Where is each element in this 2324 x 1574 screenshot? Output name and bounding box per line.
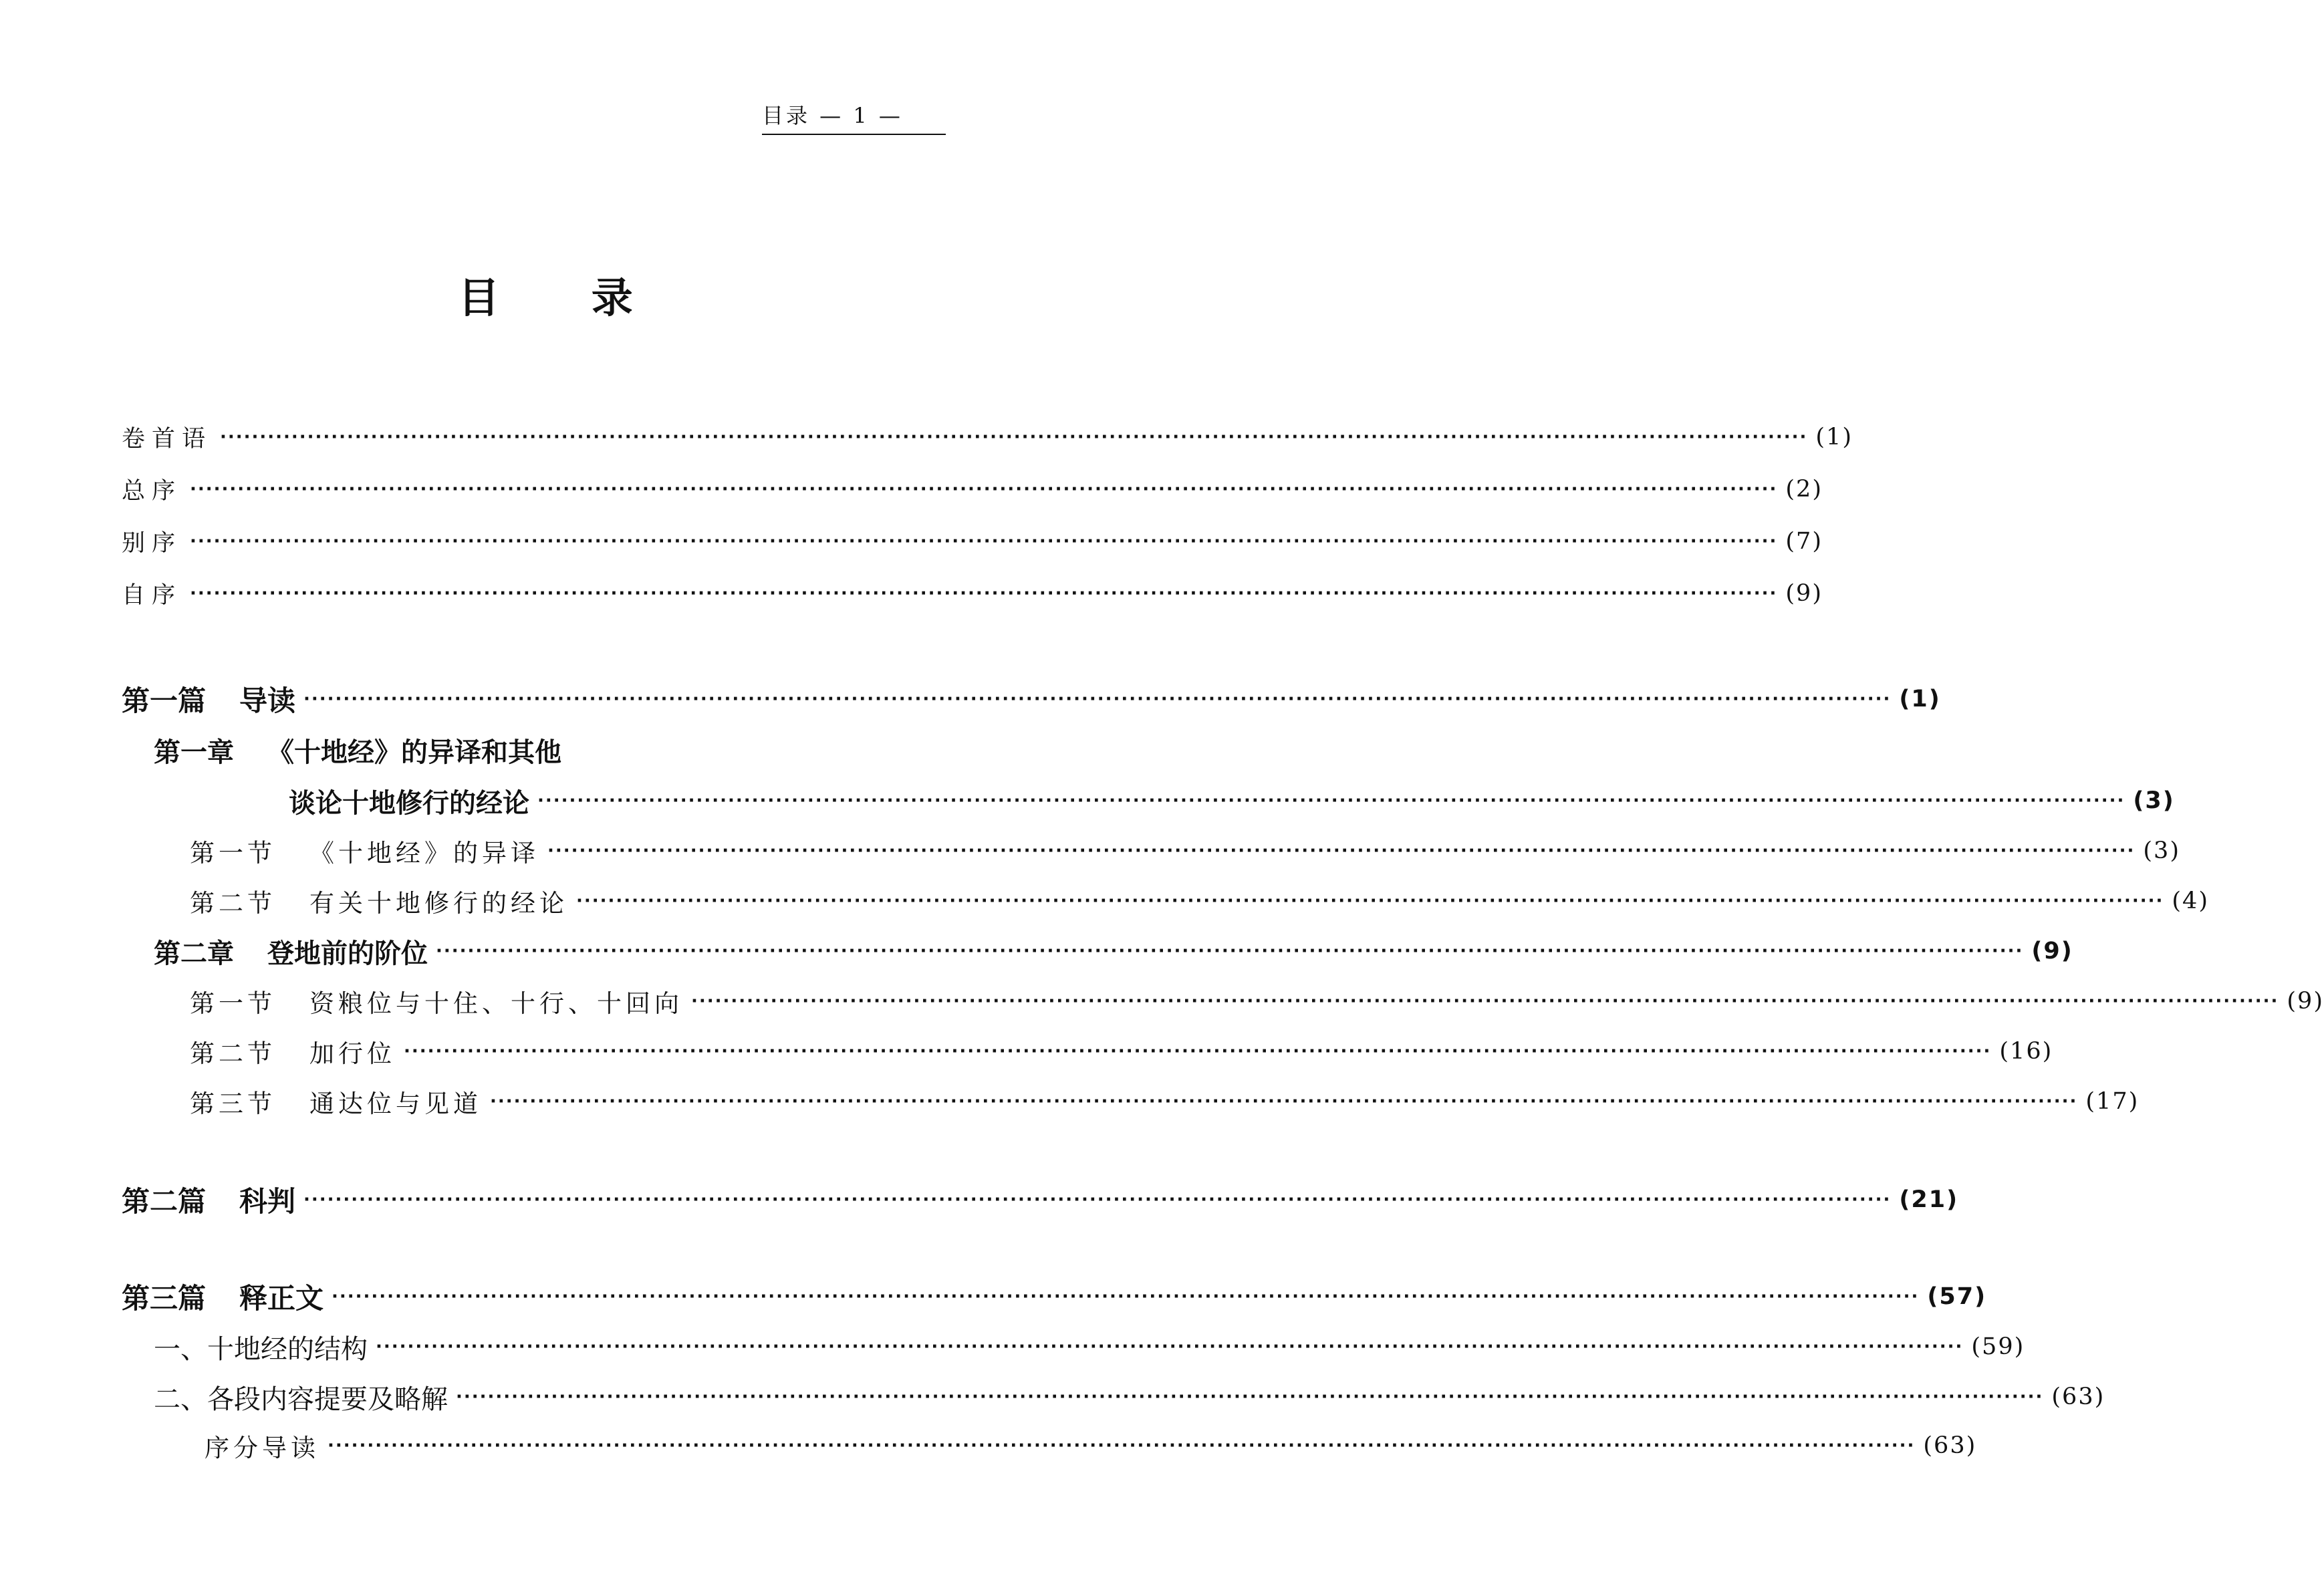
section-number: 第一节 <box>190 989 276 1018</box>
section-name: 《十地经》的异译 <box>309 839 539 868</box>
chapter-name: 《十地经》的异译和其他 <box>267 737 561 768</box>
toc-entry-page: (9) <box>2287 988 2324 1015</box>
toc-entry-section[interactable] <box>190 1081 2140 1122</box>
part-number: 第一篇 <box>122 684 207 717</box>
toc-entry-page: (3) <box>2133 787 2175 814</box>
toc-entry-subheading[interactable] <box>154 1327 2025 1367</box>
toc-entry-section[interactable] <box>205 1426 1977 1466</box>
section-number: 第二节 <box>190 889 276 918</box>
toc-entry-label: 序分导读 <box>205 1434 319 1462</box>
section-name: 通达位与见道 <box>309 1089 482 1118</box>
leader-dots: ········································································································································································································ <box>456 1387 2044 1407</box>
section-name: 加行位 <box>309 1039 396 1068</box>
toc-entry-subheading[interactable] <box>154 1377 2105 1417</box>
toc-entry-page: (4) <box>2172 888 2209 914</box>
toc-entry-section[interactable] <box>190 881 2209 921</box>
toc-entry-label: 卷首语 <box>122 426 213 452</box>
toc-entry-label: 二、各段内容提要及略解 <box>154 1384 448 1415</box>
leader-dots: ········································································································································································································ <box>576 891 2164 911</box>
leader-dots: ········································································································································································································ <box>537 791 2125 811</box>
section-name: 有关十地修行的经论 <box>309 889 568 918</box>
section-number: 第三节 <box>190 1089 276 1118</box>
leader-dots: ········································································································································································································ <box>220 427 1808 447</box>
leader-dots: ········································································································································································································ <box>303 689 1892 709</box>
leader-dots: ········································································································································································································ <box>691 991 2279 1011</box>
toc-entry-label: 自序 <box>122 582 182 609</box>
toc-entry-label <box>122 1180 295 1220</box>
chapter-number: 第二章 <box>154 938 234 969</box>
leader-dots: ········································································································································································································ <box>436 941 2024 961</box>
toc-entry-page: (59) <box>1971 1333 2025 1360</box>
toc-entry-label <box>154 932 428 970</box>
toc-entry-label <box>190 1083 482 1120</box>
toc-entry-label <box>190 983 683 1019</box>
section-number: 第一节 <box>190 839 276 868</box>
toc-entry-label: 一、十地经的结构 <box>154 1333 368 1365</box>
toc-entry-general-preface[interactable] <box>122 469 1823 509</box>
toc-entry-label <box>190 1033 396 1069</box>
toc-entry-page: (2) <box>1785 476 1823 503</box>
part-number: 第三篇 <box>122 1282 207 1315</box>
toc-entry-page: (63) <box>1923 1432 1977 1459</box>
leader-dots: ········································································································································································································ <box>376 1337 1964 1357</box>
leader-dots: ········································································································································································································ <box>328 1436 1916 1456</box>
toc-entry-section[interactable] <box>190 1031 2053 1071</box>
section-number: 第二节 <box>190 1039 276 1068</box>
toc-entry-page: (1) <box>1899 686 1941 712</box>
chapter-number: 第一章 <box>154 737 234 768</box>
leader-dots: ········································································································································································································ <box>303 1190 1892 1210</box>
leader-dots: ········································································································································································································ <box>490 1091 2078 1111</box>
toc-entry-page: (3) <box>2143 837 2180 864</box>
toc-entry-page: (17) <box>2085 1088 2140 1115</box>
toc-entry-preface-note[interactable] <box>122 417 1853 457</box>
toc-entry-other-preface[interactable] <box>122 521 1823 561</box>
toc-entry-author-preface[interactable] <box>122 573 1823 614</box>
toc-entry-page: (21) <box>1899 1186 1959 1213</box>
toc-entry-chapter-1-line1[interactable] <box>154 730 561 770</box>
part-name: 科判 <box>239 1185 296 1218</box>
toc-entry-label <box>122 1277 324 1317</box>
leader-dots: ········································································································································································································ <box>547 841 2136 861</box>
leader-dots: ········································································································································································································ <box>190 531 1778 551</box>
leader-dots: ········································································································································································································ <box>190 583 1778 604</box>
leader-dots: ········································································································································································································ <box>404 1041 1992 1061</box>
toc-entry-page: (9) <box>1785 580 1823 607</box>
leader-dots: ········································································································································································································ <box>190 479 1778 499</box>
page-title: 目 录 <box>458 273 672 322</box>
section-name: 资粮位与十住、十行、十回向 <box>309 989 683 1018</box>
leader-dots: ········································································································································································································ <box>332 1287 1920 1307</box>
toc-entry-part-3[interactable] <box>122 1277 1987 1317</box>
toc-entry-label <box>190 833 539 869</box>
running-header: 目录 — 1 — <box>762 99 946 135</box>
toc-entry-page: (7) <box>1785 528 1823 555</box>
part-name: 导读 <box>239 684 296 717</box>
toc-entry-section[interactable] <box>190 981 2324 1021</box>
chapter-name: 登地前的阶位 <box>267 938 428 969</box>
part-number: 第二篇 <box>122 1185 207 1218</box>
toc-entry-label: 总序 <box>122 478 182 505</box>
toc-entry-page: (1) <box>1815 424 1853 450</box>
chapter-name-continued: 谈论十地修行的经论 <box>289 787 529 819</box>
toc-entry-label: 别序 <box>122 530 182 557</box>
toc-entry-page: (16) <box>1999 1038 2053 1065</box>
part-name: 释正文 <box>239 1282 324 1315</box>
toc-entry-label <box>190 883 568 919</box>
toc-entry-page: (63) <box>2051 1384 2105 1410</box>
toc-entry-label <box>122 679 295 719</box>
toc-entry-part-1[interactable] <box>122 679 1941 719</box>
toc-entry-section[interactable] <box>190 831 2180 871</box>
toc-entry-part-2[interactable] <box>122 1180 1959 1220</box>
toc-entry-page: (9) <box>2031 938 2073 964</box>
toc-entry-page: (57) <box>1927 1283 1987 1310</box>
toc-entry-chapter-2[interactable] <box>154 931 2073 971</box>
toc-entry-chapter-1-line2[interactable] <box>289 781 2175 821</box>
